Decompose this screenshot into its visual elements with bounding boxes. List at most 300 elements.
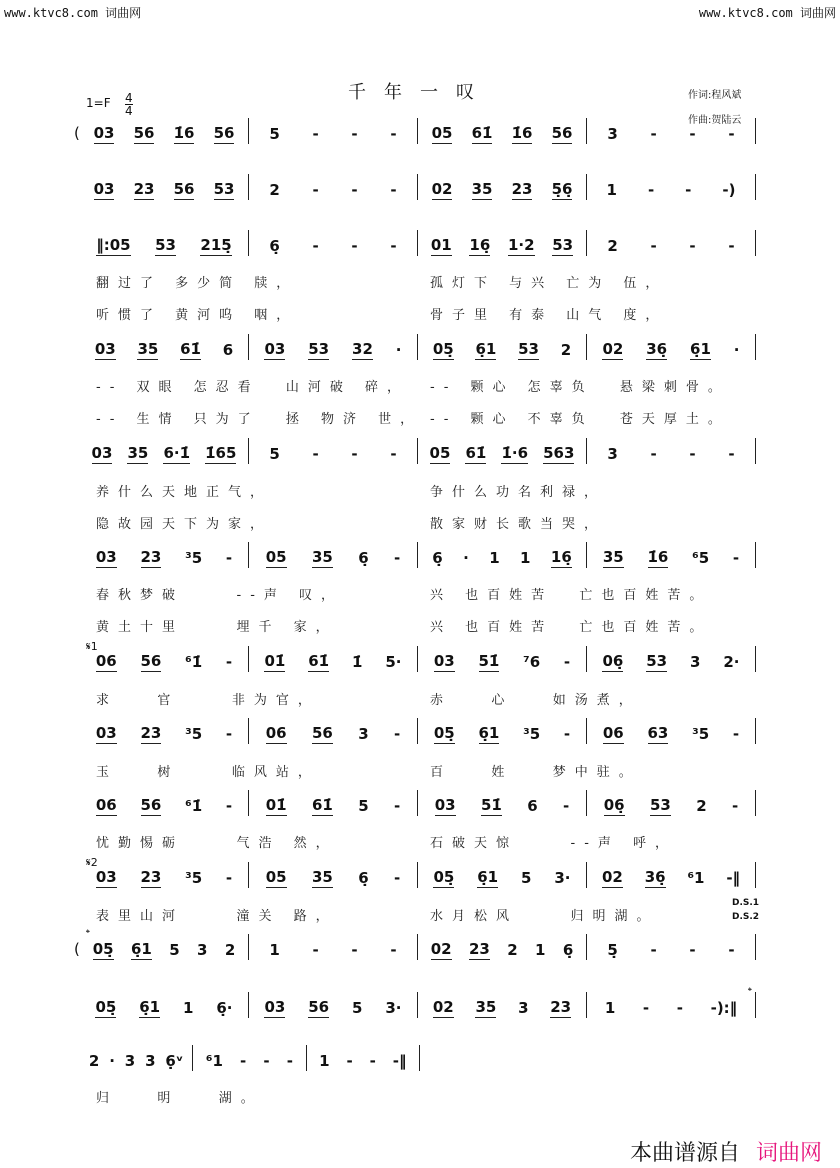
note-group: 2 [607, 237, 618, 255]
note-group: 56 [173, 180, 195, 198]
note-group: - [351, 941, 358, 959]
note-group: 6̣ [562, 941, 574, 959]
measure [249, 334, 418, 360]
measure [587, 542, 756, 568]
note-group: 36̣ [646, 340, 668, 358]
note-group: - [650, 941, 657, 959]
note-group: 63 [647, 724, 669, 742]
measure [249, 992, 418, 1018]
note-group: - [312, 181, 319, 199]
note-group: - [351, 125, 358, 143]
note-group: 05 [265, 868, 287, 886]
note-group: 05̣ [433, 868, 455, 886]
note-group: -):‖ [710, 999, 738, 1017]
note-group: 53 [213, 180, 235, 198]
note-group: ⁶1 [687, 869, 705, 887]
note-group: 56 [311, 724, 333, 742]
measure [418, 646, 587, 672]
note-group: 5 [169, 941, 180, 959]
note-group: ³5 [185, 725, 203, 743]
note-group: 03 [264, 340, 286, 358]
note-group: ³5 [692, 725, 710, 743]
lyric-line: 兴 也百姓苦 亡也百姓苦。 [430, 588, 712, 603]
note-group: 53 [552, 236, 574, 254]
note-group: 03 [93, 180, 115, 198]
key-signature: 1=F [86, 96, 111, 110]
note-group: - [225, 869, 233, 887]
note-group: 6̣ [358, 869, 369, 887]
note-group: 23 [140, 868, 162, 886]
measure [418, 934, 587, 960]
note-group: 23 [468, 940, 490, 958]
lyric-line: 忧勤惕砺 气浩 然， [96, 836, 338, 851]
measure [418, 118, 587, 144]
note-group: 01 [430, 236, 452, 254]
paren: ( [74, 124, 80, 142]
measure [80, 1045, 193, 1071]
paren: ( [74, 940, 80, 958]
score-system [80, 334, 756, 360]
footer-site-link[interactable]: 词曲网 [755, 1141, 822, 1166]
watermark-left: www.ktvc8.com 词曲网 [4, 6, 142, 20]
note-group: 1̇6 [173, 124, 195, 142]
note-group: ⁶1̇ [185, 653, 203, 671]
lyric-line: 骨子里 有泰 山气 度， [430, 308, 668, 323]
measure [587, 790, 756, 816]
lyric-line: -- 生情 只为了 拯 物济 世， [96, 412, 423, 427]
note-group: - [312, 941, 319, 959]
note-group: 2 [224, 941, 236, 959]
note-group: - [685, 181, 692, 199]
note-group: - [563, 797, 570, 815]
lyricist: 作词:程风斌 [688, 90, 742, 101]
note-group: 06 [265, 724, 287, 742]
note-group: - [394, 797, 401, 815]
note-group: 02 [430, 940, 452, 958]
lyric-line: -- 颗心 怎辜负 悬梁刺骨。 [430, 380, 730, 395]
note-group: 23 [140, 548, 162, 566]
note-group: 06̣ [603, 796, 625, 814]
note-group: 1̇6 [511, 124, 533, 142]
note-group: 3· [554, 869, 571, 887]
note-group: 1̇65 [205, 444, 237, 462]
lyric-line: 玉 树 临风站， [96, 765, 320, 780]
note-group: 56 [140, 652, 162, 670]
note-group: 02 [601, 868, 623, 886]
note-group: 1̇6 [647, 548, 669, 566]
note-group: - [642, 999, 650, 1017]
note-group: 1 [319, 1052, 330, 1070]
note-group: - [351, 181, 358, 199]
note-group: 06̣ [602, 652, 624, 670]
note-group: 2 [88, 1052, 100, 1070]
note-group: 53 [646, 652, 668, 670]
note-group: ³5 [523, 725, 541, 743]
note-group: 35 [311, 548, 333, 566]
measure [249, 438, 418, 464]
note-group: 3 [358, 725, 369, 743]
note-group: - [225, 725, 233, 743]
note-group: 5̣ [607, 941, 618, 959]
time-signature [125, 92, 133, 117]
note-group: 51̇ [480, 796, 502, 814]
note-group: 16̣ [550, 548, 572, 566]
note-group: 23 [133, 180, 155, 198]
note-group: 56 [308, 998, 330, 1016]
note-group: - [689, 125, 696, 143]
note-group: - [676, 999, 683, 1017]
measure [249, 174, 418, 200]
measure [193, 1045, 306, 1071]
ds2-mark: D.S.2 [732, 912, 760, 922]
note-group: 02 [431, 180, 453, 198]
note-group: 5 [352, 999, 363, 1017]
lyric-line: 翻过了 多少简 牍， [96, 276, 299, 291]
note-group: 6·1̇ [163, 444, 191, 462]
score-system [80, 862, 756, 888]
note-group: 35 [127, 444, 149, 462]
note-group: -) [722, 181, 736, 199]
note-group: 215̣ [200, 236, 232, 254]
note-group: 61̇ [180, 340, 201, 358]
note-group: - [563, 653, 571, 671]
lyric-line: 水月松风 归明湖。 [430, 909, 659, 924]
note-group: 2 [507, 941, 518, 959]
note-group: 53 [308, 340, 330, 358]
note-group: 35 [475, 998, 497, 1016]
note-group: 56 [133, 124, 155, 142]
note-group: · [395, 341, 402, 359]
note-group: 6̣ [358, 549, 369, 567]
note-group: 2 [560, 341, 572, 359]
score-system [74, 934, 756, 960]
score-system [80, 1045, 420, 1071]
note-group: 03 [433, 652, 455, 670]
measure [80, 438, 249, 464]
measure [80, 230, 249, 256]
note-group: 6̣1 [139, 998, 161, 1016]
note-group: 3 [690, 653, 701, 671]
note-group: 5· [385, 653, 402, 671]
note-group: 3 [124, 1052, 136, 1070]
score-system [80, 438, 756, 464]
lyric-line: 养什么天地正气， [96, 485, 273, 500]
note-group: 35 [137, 340, 159, 358]
note-group: - [689, 237, 696, 255]
note-group: 3 [607, 125, 618, 143]
note-group: 05̣ [432, 340, 454, 358]
note-group: 6 [527, 797, 538, 815]
note-group: 23 [550, 998, 572, 1016]
note-group: 1̇·6 [501, 444, 529, 462]
note-group: ⁶1 [205, 1052, 223, 1070]
note-group: 3 [518, 999, 529, 1017]
note-group: - [689, 445, 696, 463]
measure [249, 646, 418, 672]
measure [587, 230, 756, 256]
note-group: 1 [183, 999, 194, 1017]
note-group: - [650, 125, 657, 143]
ds1-mark: D.S.1 [732, 898, 760, 908]
note-group: 1̇ [352, 653, 363, 671]
note-group: 56 [213, 124, 235, 142]
note-group: 6̣1 [130, 940, 152, 958]
note-group: 6̣ᵛ [165, 1052, 184, 1070]
lyric-line: -- 双眼 怎忍看 山河破 碎， [96, 380, 410, 395]
score-system [80, 230, 756, 256]
note-group: - [312, 237, 319, 255]
lyric-line: 石破天惊 --声 呼， [430, 836, 678, 851]
note-group: - [689, 941, 696, 959]
measure [80, 718, 249, 744]
measure [249, 790, 418, 816]
footer-source: 本曲谱源自 [629, 1141, 740, 1166]
note-group: 6 [222, 341, 234, 359]
note-group: - [647, 181, 655, 199]
measure [587, 718, 756, 744]
note-group: 06 [95, 796, 117, 814]
note-group: 01̇ [265, 796, 287, 814]
composer: 作曲:贺陆云 [688, 115, 742, 126]
measure [80, 862, 249, 888]
note-group: 03 [95, 868, 117, 886]
note-group: - [732, 725, 740, 743]
lyric-line: 表里山河 潼关 路， [96, 909, 338, 924]
lyric-line: 赤 心 如汤煮， [430, 693, 641, 708]
note-group: 35 [311, 868, 333, 886]
lyric-line: 归 明 湖。 [96, 1091, 263, 1106]
note-group: - [225, 797, 233, 815]
note-group: - [225, 549, 233, 567]
note-group: 3 [145, 1052, 156, 1070]
note-group: 36̣ [644, 868, 666, 886]
note-group: 32 [352, 340, 373, 358]
measure [587, 438, 756, 464]
note-group: 61̇ [308, 652, 330, 670]
note-group: 02 [602, 340, 624, 358]
note-group: · [733, 341, 740, 359]
measure [80, 790, 249, 816]
note-group: -‖ [726, 869, 741, 887]
measure [249, 862, 418, 888]
lyric-line: 隐故园天下为家， [96, 517, 273, 532]
note-group: ‖:05 [96, 236, 131, 254]
note-group: 6̣1 [477, 868, 499, 886]
note-group: - [351, 445, 358, 463]
lyric-line: 兴 也百姓苦 亡也百姓苦。 [430, 620, 712, 635]
note-group: 3 [607, 445, 618, 463]
note-group: 5 [358, 797, 369, 815]
coda-mark-end: 𝄌 [748, 985, 752, 998]
note-group: 1 [269, 941, 280, 959]
note-group: 5̣6̣ [551, 180, 573, 198]
note-group: 1 [606, 181, 617, 199]
note-group: 16̣ [469, 236, 491, 254]
note-group: - [346, 1052, 353, 1070]
measure [418, 174, 587, 200]
note-group: 23 [511, 180, 533, 198]
measure [587, 862, 756, 888]
note-group: 61̇ [311, 796, 333, 814]
note-group: - [650, 237, 657, 255]
score-system [80, 790, 756, 816]
measure [249, 118, 418, 144]
note-group: 56 [140, 796, 162, 814]
lyric-line: 争什么功名利禄， [430, 485, 607, 500]
lyric-line: 求 官 非为官， [96, 693, 320, 708]
note-group: - [312, 125, 319, 143]
note-group: 5 [269, 445, 280, 463]
note-group: - [728, 125, 735, 143]
note-group: - [394, 869, 401, 887]
segno-1: 𝄋1 [86, 640, 98, 653]
measure [418, 992, 587, 1018]
note-group: 1 [520, 549, 531, 567]
score-system [80, 174, 756, 200]
segno-2: 𝄋2 [86, 856, 98, 869]
lyric-line: 黄土十里 埋千 家， [96, 620, 338, 635]
measure [249, 934, 418, 960]
note-group: 03 [94, 340, 116, 358]
measure [587, 334, 756, 360]
lyric-line: 百 姓 梦中驻。 [430, 765, 641, 780]
measure [249, 542, 418, 568]
note-group: 563 [543, 444, 575, 462]
note-group: - [732, 797, 739, 815]
note-group: 6̣ [269, 237, 280, 255]
measure [587, 934, 756, 960]
note-group: 3 [197, 941, 208, 959]
lyric-line: 散家财长歌当哭， [430, 517, 607, 532]
measure [418, 438, 587, 464]
measure [418, 718, 587, 744]
note-group: -‖ [392, 1052, 407, 1070]
song-title: 千年一叹 [348, 82, 492, 103]
note-group: 6̣1 [478, 724, 500, 742]
score-system [80, 718, 756, 744]
measure [418, 230, 587, 256]
note-group: 2· [723, 653, 740, 671]
measure [249, 230, 418, 256]
note-group: - [286, 1052, 294, 1070]
note-group: 05̣ [95, 998, 117, 1016]
note-group: 35 [471, 180, 493, 198]
note-group: 35 [602, 548, 624, 566]
lyric-line: 春秋梦破 --声 叹， [96, 588, 344, 603]
note-group: - [225, 653, 233, 671]
note-group: 1·2 [507, 236, 535, 254]
measure [418, 862, 587, 888]
note-group: 53 [518, 340, 539, 358]
coda-mark: 𝄌 [86, 927, 90, 940]
note-group: 2 [696, 797, 707, 815]
note-group: 03 [91, 444, 113, 462]
note-group: 05 [265, 548, 287, 566]
note-group: · [463, 549, 469, 567]
note-group: 05̣ [433, 724, 455, 742]
measure [418, 790, 587, 816]
lyric-line: 孤灯下 与兴 亡为 伍， [430, 276, 668, 291]
note-group: 03 [93, 124, 115, 142]
note-group: ⁶5 [692, 549, 710, 567]
measure [307, 1045, 420, 1071]
note-group: - [394, 549, 401, 567]
note-group: - [728, 941, 735, 959]
note-group: ⁶1̇ [185, 797, 203, 815]
note-group: 03 [264, 998, 286, 1016]
lyric-line: 听惯了 黄河呜 咽， [96, 308, 299, 323]
note-group: - [394, 725, 401, 743]
score-system [74, 118, 756, 144]
note-group: 53 [649, 796, 671, 814]
measure [80, 934, 249, 960]
note-group: - [728, 445, 735, 463]
note-group: 06 [602, 724, 624, 742]
note-group: 05 [429, 444, 451, 462]
note-group: - [563, 725, 571, 743]
note-group: - [390, 237, 397, 255]
time-bottom: 4 [125, 104, 133, 118]
note-group: 23 [140, 724, 162, 742]
measure [249, 718, 418, 744]
note-group: 3· [385, 999, 402, 1017]
measure [587, 646, 756, 672]
note-group: ³5 [185, 549, 203, 567]
note-group: 6̣1 [475, 340, 497, 358]
measure [80, 174, 249, 200]
measure [80, 118, 249, 144]
note-group: - [369, 1052, 376, 1070]
note-group: 02 [432, 998, 454, 1016]
note-group: 03 [95, 548, 117, 566]
note-group: 05̣ [92, 940, 114, 958]
note-group: 6̣· [216, 999, 233, 1017]
note-group: 51̇ [478, 652, 500, 670]
note-group: - [732, 549, 740, 567]
measure [418, 542, 587, 568]
note-group: - [263, 1052, 270, 1070]
watermark-right: www.ktvc8.com 词曲网 [698, 6, 836, 20]
note-group: - [240, 1052, 247, 1070]
note-group: 53 [155, 236, 176, 254]
measure [418, 334, 587, 360]
note-group: 5 [269, 125, 280, 143]
note-group: - [390, 941, 397, 959]
note-group: - [351, 237, 358, 255]
note-group: ³5 [185, 869, 203, 887]
note-group: 03 [95, 724, 117, 742]
note-group: - [390, 445, 397, 463]
score-system [80, 992, 756, 1018]
note-group: - [312, 445, 319, 463]
score-system [80, 542, 756, 568]
note-group: 1 [489, 549, 500, 567]
note-group: 06 [95, 652, 117, 670]
measure [80, 542, 249, 568]
note-group: ⁷6 [523, 653, 541, 671]
note-group: 56 [551, 124, 573, 142]
time-top: 4 [125, 91, 133, 105]
note-group: - [390, 125, 397, 143]
score-system [80, 646, 756, 672]
note-group: 61̇ [471, 124, 493, 142]
measure [80, 646, 249, 672]
measure [80, 992, 249, 1018]
measure [587, 174, 756, 200]
note-group: 5 [521, 869, 532, 887]
note-group: 6̣1 [690, 340, 711, 358]
lyric-line: -- 颗心 不辜负 苍天厚土。 [430, 412, 730, 427]
